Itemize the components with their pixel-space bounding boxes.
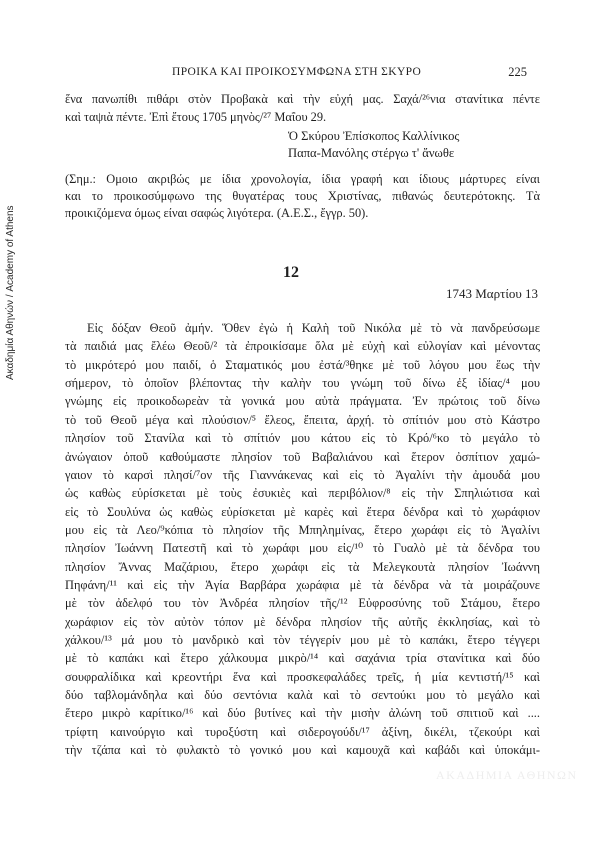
document-body-line: μου εἰς τὰ Λεο/⁹κόπια τὸ πλησίον τῆς Μπηλημίνας, ἕτερο χωράφι εἰς τὸ Ἀγαλίνι: [65, 522, 540, 537]
document-body-line: εἰς τὸ Σουλύνα ὡς καθὼς εὑρίσκεται μὲ καρὲς καὶ ἕτερα δένδρα καὶ τὸ χωράφιον: [65, 504, 540, 519]
document-body-line: μὲ τὸν ἀδελφό του τὸν Ἀνδρέα πλησίον τῆς/¹² Εὐφροσύνης τοῦ Στάμου, ἕτερο: [65, 596, 540, 611]
signature-priest: Παπα-Μανόλης στέργω τ' ἄνωθε: [288, 146, 455, 160]
document-number: 12: [283, 264, 299, 281]
document-date: 1743 Μαρτίου 13: [445, 286, 538, 301]
document-body-line: πλησίον τοῦ Στανίλα καὶ τὸ σπίτιόν μου κάτου εἰς τὸ Κρό/⁶κο τὸ μεγάλο τὸ: [65, 431, 540, 446]
document-body-line: δύο ταβλομάνδηλα καὶ δύο σεντόνια καλὰ καὶ τὸ σεντούκι μου τὸ μεγάλο καὶ: [65, 688, 540, 702]
document-body-line: χωράφιον εἰς τὸν αὐτὸν τόπον μὲ δένδρα πλησίον τῆς αὐτῆς ἐκκλησίας, καὶ τὸ: [65, 614, 540, 629]
signature-bishop: Ὁ Σκύρου Ἐπίσκοπος Καλλίνικος: [288, 129, 460, 143]
running-head: ΠΡΟΙΚΑ ΚΑΙ ΠΡΟΙΚΟΣΥΜΦΩΝΑ ΣΤΗ ΣΚΥΡΟ: [172, 66, 422, 78]
prev-doc-line: καὶ ταψιὰ πέντε. Ἐπὶ ἔτους 1705 μηνὸς/²⁷ Μαΐου 29.: [65, 110, 327, 124]
document-body-line: σουφραλίδικα καὶ κρεοντήρι ἕνα καὶ προσκεφαλάδες τρεῖς, ἡ μία κεντιστή/¹⁵ καὶ: [65, 669, 540, 684]
note-line: (Σημ.: Ομοιο ακριβώς με ίδια χρονολογία, ίδια γραφή και ίδιους μάρτυρες είναι: [65, 172, 540, 186]
document-body-line: τρίφτη καινούργιο καὶ τυροξύστη καὶ σιδερογούδι/¹⁷ ἀξίνη, δικέλι, τζεκούρι καὶ: [65, 724, 540, 739]
document-body-line: πλησίον Ἄννας Μαζάριου, ἕτερο χωράφι εἰς τὰ Μελεγκουτὰ πλησίον Ἰωάννη: [65, 559, 540, 574]
document-body-line: μὲ τὸ καπάκι καὶ ἕτερο χάλκουμα μικρὸ/¹⁴ καὶ σαχάνια τρία στανίτικα καὶ δύο: [65, 651, 540, 666]
document-body-line: σήμερον, τὸ ὁποῖον βλέποντας τὴν καλὴν του γνώμη τοῦ δίνω ἐξ ἰδίας/⁴ μου: [65, 376, 540, 391]
document-body-line: τὴν τζάπα καὶ τὸ φυλακτὸ τὸ γονικό μου καὶ καμουχᾶ καὶ καβάδι καὶ ὑποκάμι-: [65, 743, 540, 757]
archive-side-stamp: Ακαδημία Αθηνών / Academy of Athens: [5, 205, 16, 380]
note-line: προικιζόμενα όμως είναι σαφώς λιγότερα. (Α.Ε.Σ., ἔγγρ. 50).: [65, 206, 369, 220]
svg-text:ΑΚΑΔΗΜΙΑ ΑΘΗΝΩΝ: ΑΚΑΔΗΜΙΑ ΑΘΗΝΩΝ: [436, 768, 578, 782]
page-number: 225: [508, 65, 527, 79]
document-body-line: ἀνώγαιον ὁποῦ καθούμαστε πλησίον τοῦ Βαβαλιάνου καὶ ἕτερον ὀσπίτιον χαμώ-: [65, 449, 540, 464]
document-body-line: ὡς καθὼς εὑρίσκεται μὲ τοὺς ἐσυκιὲς καὶ περιβόλιον/⁸ εἰς τὴν Σπηλιώτισα καὶ: [65, 486, 540, 501]
document-body-line: τὸ τοῦ Θεοῦ μέγα καὶ πλούσιον/⁵ ἔλεος, ἔπειτα, ἀρχή. τὸ σπίτιόν μου στὸ Κάστρο: [65, 412, 540, 427]
document-body-line: Εἰς δόξαν Θεοῦ ἀμήν. Ὅθεν ἐγὼ ἡ Καλὴ τοῦ Νικόλα μὲ τὸ νὰ πανδρεύσωμε: [87, 321, 540, 335]
document-body-line: χάλκου/¹³ μά μου τὸ μανδρικὸ καὶ τὸν τέγγερίν μου μὲ τὸ καπάκι, ἕτερο τέγγερι: [65, 633, 540, 647]
document-body-line: τὰ παιδιά μας ἔλέω Θεοῦ/² τὰ ἐπροικίσαμε ὅλα μὲ εὐχὴ καὶ εὐλογίαν καὶ μένοντας: [65, 339, 540, 354]
academy-watermark: [436, 764, 586, 784]
document-body-line: πλησίον Ἰωάννη Πατεστῆ καὶ τὸ χωράφι μου εἰς/¹⁰ τὸ Γυαλὸ μὲ τὰ δένδρα του: [65, 541, 540, 556]
document-body-line: τὸ μικρότερό μου παιδί, ὁ Σταματικός μου ἐστά/³θηκε μὲ τοῦ λόγου μου ἕως τὴν: [65, 357, 540, 372]
document-body-line: γαιον τὸ καρσὶ πλησί/⁷ον τῆς Γιαννάκενας καὶ εἰς τὸ Ἀγαλίνι τὴν ἀμουδά μου: [65, 467, 540, 482]
document-body-line: γνώμης εἰς προικοδωρεὰν τὰ γονικά μου αὐτὰ πράγματα. Ἐν πρώτοις τοῦ δίνω: [65, 394, 540, 409]
document-body-line: Πηφάνη/¹¹ καὶ εἰς τὴν Ἁγία Βαρβάρα χωράφια μὲ τὰ δένδρα νὰ τὰ μοιράζουνε: [65, 577, 540, 592]
note-line: και το προικοσύμφωνο της θυγατέρας τους Χριστίνας, πιθανώς δευτερότοκης. Τὰ: [65, 189, 540, 203]
document-body-line: ἕτερο μικρὸ καρίτικο/¹⁶ καὶ δύο βυτίνες καὶ τὴν μισὴν ἀλώνη τοῦ σπιτιοῦ καὶ ....: [65, 706, 540, 721]
prev-doc-line: ἕνα πανωπίθι πιθάρι στὸν Προβακὰ καὶ τὴν εὐχή μας. Σαχά/²⁶νια στανίτικα πέντε: [65, 92, 540, 106]
